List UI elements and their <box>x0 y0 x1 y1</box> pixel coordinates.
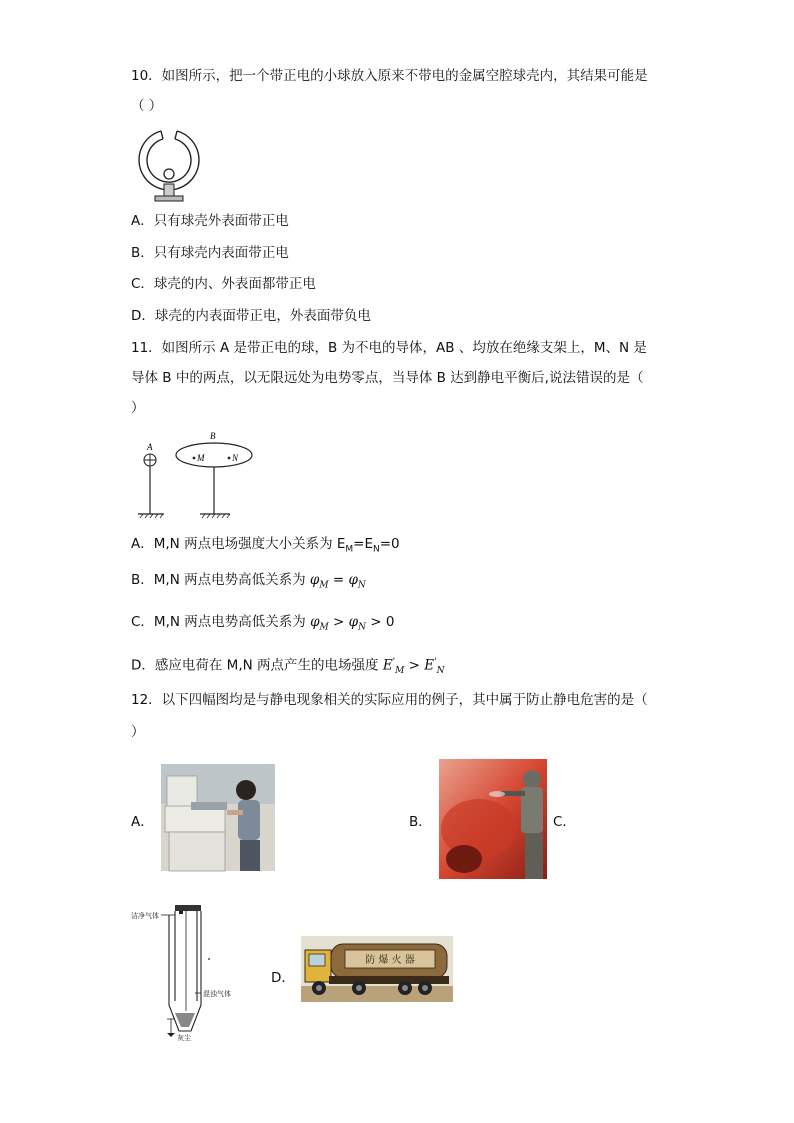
dust-label: 灰尘 <box>177 1034 191 1042</box>
q11-stem-line3: ） <box>131 400 145 416</box>
q11-option-b: B．M,N 两点电势高低关系为 $\varphi_M = \varphi_N$ <box>131 572 366 591</box>
q11-option-c: C．M,N 两点电势高低关系为 $\varphi_M > \varphi_N > 0$ <box>131 614 395 633</box>
charged-ball <box>164 169 174 179</box>
label-m: M <box>197 453 205 463</box>
q11-option-d: D．感应电荷在 M,N 两点产生的电场强度 $E'_M > E'_N$ <box>131 657 445 677</box>
q12-image-precipitator <box>131 901 231 1043</box>
dirty-gas-label: 混浊气体 <box>203 990 231 998</box>
q11-figure-conductor <box>136 430 261 522</box>
q10-figure-metal-shell <box>133 122 205 206</box>
q11-stem-line2: 导体 B 中的两点，以无限远处为电势零点，当导体 B 达到静电平衡后,说法错误的是（ <box>131 370 644 386</box>
q11-stem-line1: 11．如图所示 A 是带正电的球，B 为不电的导体，AB 、均放在绝缘支架上，M、N 是 <box>131 340 647 356</box>
q12-stem-line1: 12．以下四幅图均是与静电现象相关的实际应用的例子，其中属于防止静电危害的是（ <box>131 692 648 708</box>
q12-label-c: C． <box>553 814 576 830</box>
q12-label-b: B． <box>409 814 432 830</box>
q12-image-spray-painting <box>439 759 547 879</box>
q11-option-a: A．M,N 两点电场强度大小关系为 $E_M=E_N=0$ <box>131 536 400 555</box>
q12-image-tanker-truck <box>301 936 453 1002</box>
q10-option-c: C．球壳的内、外表面都带正电 <box>131 276 316 292</box>
q10-stem-line2: （ ） <box>131 98 163 114</box>
q10-option-d: D．球壳的内表面带正电，外表面带负电 <box>131 308 371 324</box>
q12-image-photocopier <box>161 764 275 871</box>
q10-stem-line1: 10．如图所示，把一个带正电的小球放入原来不带电的金属空腔球壳内，其结果可能是 <box>131 68 648 84</box>
label-b: B <box>210 431 216 441</box>
label-n: N <box>232 453 239 463</box>
q12-stem-line2: ） <box>131 724 145 740</box>
clean-gas-label: 洁净气体 <box>131 912 159 920</box>
q10-option-a: A．只有球壳外表面带正电 <box>131 213 289 229</box>
label-a: A <box>147 442 153 452</box>
q12-label-d: D． <box>271 970 295 986</box>
q10-option-b: B．只有球壳内表面带正电 <box>131 245 289 261</box>
truck-sign: 防 爆 火 器 <box>365 955 415 966</box>
q12-label-a: A． <box>131 814 154 830</box>
